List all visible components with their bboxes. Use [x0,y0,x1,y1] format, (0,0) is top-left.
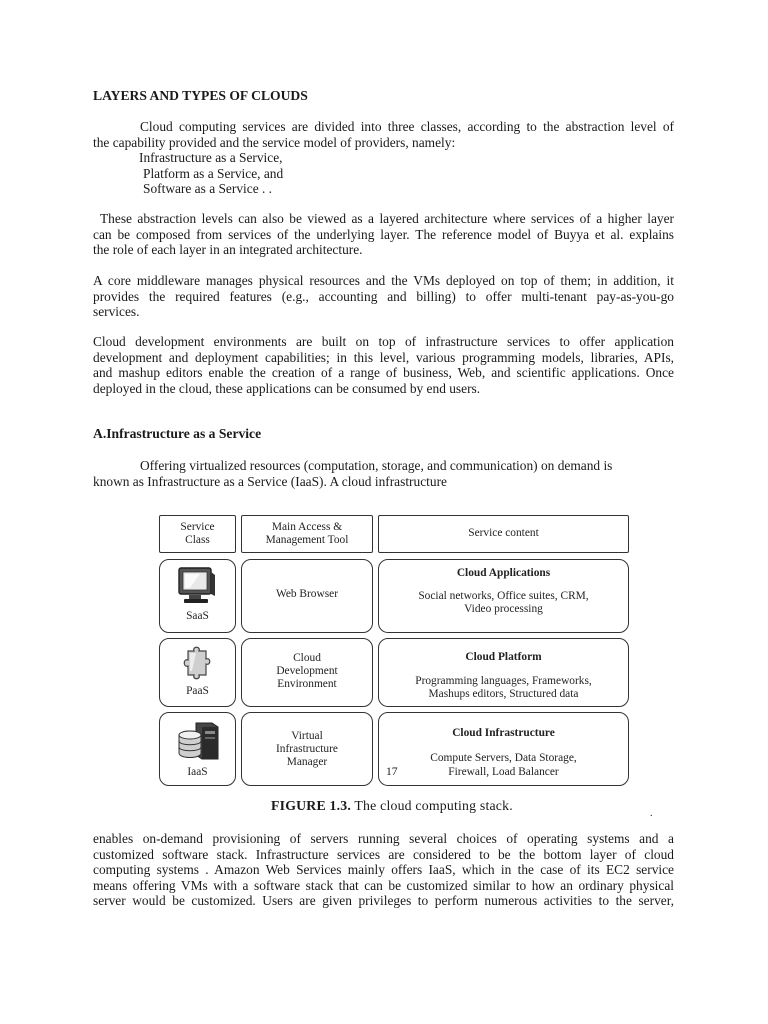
header-text: Service [180,520,215,533]
cloud-stack-figure [157,513,631,793]
text-line: means offering VMs with a software stack that can be customized similar to how an ordinary physical [93,877,674,893]
text-line: development and deployment capabilities; in this level, various programming models, libraries, APIs, [93,349,674,365]
saas-class-cell [159,559,236,633]
text-line: services. [93,304,140,319]
tool-text: Infrastructure [276,743,338,755]
tool-text: Manager [286,756,328,768]
text-line: the capability provided and the service model of providers, namely: [93,134,456,150]
tool-text: Virtual [291,730,323,742]
content-line: Social networks, Office suites, CRM, [418,590,589,602]
paragraph-iaas-intro [93,458,674,489]
text-line: computing systems . Amazon Web Services mainly offers IaaS, which in the case of its EC2 service [93,862,674,877]
text-line: deployed in the cloud, these applications can be consumed by end users. [93,380,481,396]
caption-text: The cloud computing stack. [354,798,513,813]
header-access-tool [241,515,373,553]
iaas-tool-cell [241,712,373,786]
puzzle-piece-icon [182,643,212,685]
text-line: Cloud computing services are divided into three classes, according to the abstraction level of [140,119,674,134]
stray-mark: . [650,808,653,819]
content-title: Cloud Platform [465,651,542,663]
list-item: Software as a Service . . [143,181,273,196]
tool-text: Development [276,665,338,677]
header-service-class [159,515,236,553]
section-heading-layers: LAYERS AND TYPES OF CLOUDS [93,88,308,103]
text-line: enables on-demand provisioning of servers running several choices of operating systems and a [93,831,674,846]
section-heading-iaas: A.Infrastructure as a Service [93,426,262,441]
content-line: Video processing [464,603,543,615]
text-line: can be composed from services of the underlying layer. The reference model of Buyya et al. explains [93,226,674,242]
header-text: Service content [468,527,539,540]
saas-content-cell [378,559,629,633]
text-line: Offering virtualized resources (computation, storage, and communication) on demand is [140,458,613,473]
server-database-icon [176,719,222,763]
paas-class-cell [159,638,236,707]
content-title: Cloud Infrastructure [452,727,555,739]
tool-text: Web Browser [275,588,339,600]
saas-tool-cell [241,559,373,633]
paragraph-layered-architecture [93,211,674,258]
paragraph-intro [93,119,674,150]
content-line: Firewall, Load Balancer [448,766,559,778]
content-line: Compute Servers, Data Storage, [430,752,577,764]
tool-text: Cloud [293,652,321,664]
figure-caption [271,798,513,814]
paragraph-core-middleware [93,273,674,320]
page-number: 17 [386,765,398,778]
text-line: A core middleware manages physical resources and the VMs deployed on top of them; in addition, it [93,273,674,288]
header-text: Class [185,534,210,546]
paas-label: PaaS [186,685,209,697]
service-class-list [139,150,283,197]
tool-text: Environment [277,678,337,690]
text-line: Cloud development environments are built on top of infrastructure services to offer application [93,334,674,349]
paragraph-iaas-details [93,831,674,909]
text-line: and mashup editors enable the creation of a range of business, Web, and scientific applications. Once [93,365,674,380]
text-line: These abstraction levels can also be viewed as a layered architecture where services of a higher layer [100,211,674,226]
iaas-content-cell [378,712,629,786]
paas-tool-cell [241,638,373,707]
paas-content-cell [378,638,629,707]
content-title: Cloud Applications [456,567,551,579]
content-line: Programming languages, Frameworks, [415,675,592,687]
header-text: Main Access & [271,520,343,533]
text-line: customized software stack. Infrastructure services are considered to be the bottom layer of cloud [93,846,674,862]
text-line: server would be customized. Users are given privileges to perform numerous activities to the server, [93,893,674,908]
content-line: Mashups editors, Structured data [428,688,579,700]
list-item: Platform as a Service, and [143,165,284,181]
header-service-content [378,515,629,553]
monitor-icon [176,566,218,606]
paragraph-development-environments [93,334,674,396]
text-line: known as Infrastructure as a Service (IaaS). A cloud infrastructure [93,473,447,489]
saas-label: SaaS [186,610,209,622]
iaas-label: IaaS [187,766,208,778]
list-item: Infrastructure as a Service, [139,150,283,165]
iaas-class-cell [159,712,236,786]
header-text: Management Tool [265,534,349,546]
text-line: provides the required features (e.g., accounting and billing) to offer multi-tenant pay-as-you-go [93,288,674,304]
caption-label: FIGURE 1.3. [271,798,352,813]
text-line: the role of each layer in an integrated architecture. [93,242,363,257]
